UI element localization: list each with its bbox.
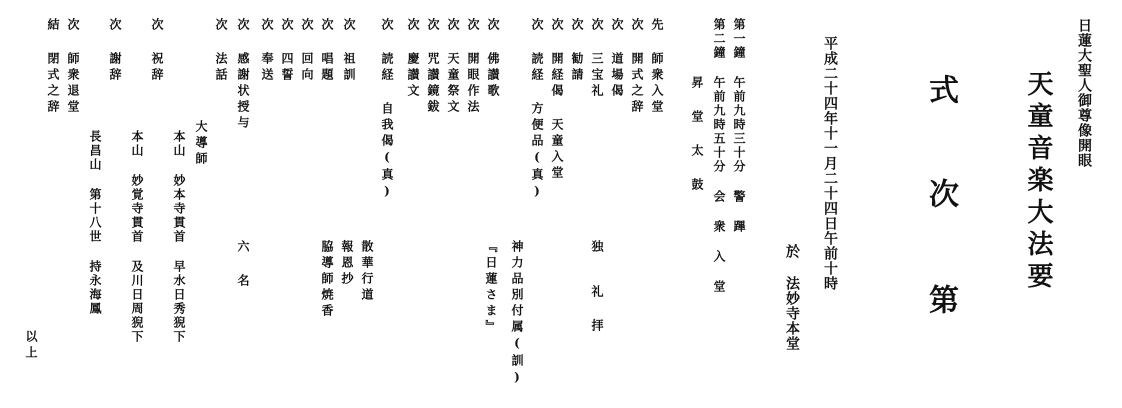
program-item: 次 四誓 bbox=[280, 18, 294, 84]
program-item: 次 開経偈 天童入堂 bbox=[550, 18, 564, 182]
program-item: 次 読経 自我偈(真) bbox=[380, 18, 394, 202]
program-item: 次 読経 方便品(真) bbox=[530, 18, 544, 202]
program-item: 次 勧請 bbox=[570, 18, 584, 84]
program-item: 昇堂太鼓 bbox=[690, 76, 704, 212]
note-rokumei: 六 名 bbox=[236, 240, 250, 290]
program-item: 散華行道 bbox=[360, 240, 374, 304]
program-item: 長昌山 第十八世 持永海鳳 bbox=[88, 130, 102, 316]
program-item: 次 開式之辞 bbox=[630, 18, 644, 116]
program-item: 次 開眼作法 bbox=[466, 18, 480, 116]
program-item: 本山 妙覚寺貫首 及川日周猊下 bbox=[130, 130, 144, 344]
title-char-dai: 第 bbox=[923, 284, 958, 314]
program-item: 次 奉送 bbox=[260, 18, 274, 84]
note-reihai: 礼 拝 bbox=[590, 285, 604, 335]
program-item: 次 法話 bbox=[214, 18, 228, 84]
program-item: 大導師 bbox=[194, 120, 208, 168]
program-item: 次 謝辞 bbox=[108, 18, 122, 84]
program-item: 次 感謝状授与 bbox=[236, 18, 250, 132]
program-item: 報恩抄 bbox=[340, 240, 354, 288]
program-item: 次 祖訓 bbox=[342, 18, 356, 84]
program-item: 先 師衆入堂 bbox=[650, 18, 664, 116]
closing-mark: 以上 bbox=[24, 330, 38, 362]
program-item: 次 道場偈 bbox=[610, 18, 624, 100]
program-item: 神力品別付属(訓) bbox=[510, 240, 524, 388]
program-item: 『日蓮さま』 bbox=[484, 240, 498, 336]
note-doku: 独 bbox=[590, 240, 604, 256]
program-item: 結 閉式之辞 bbox=[46, 18, 60, 116]
program-item: 次 三宝礼 bbox=[590, 18, 604, 100]
program-item: 次 唱題 bbox=[320, 18, 334, 84]
date-line: 平成二十四年十一月二十四日午前十時 bbox=[822, 36, 838, 291]
title-char-shi: 次 bbox=[923, 178, 958, 208]
program-item: 第二鐘 午前九時五十分 会 衆 入 堂 bbox=[712, 18, 726, 294]
program-item: 第一鐘 午前九時三十分 警 蹕 bbox=[732, 18, 746, 234]
program-item: 次 祝辞 bbox=[150, 18, 164, 84]
main-title: 天童音楽大法要 bbox=[1023, 70, 1053, 294]
venue-line: 於 法妙寺本堂 bbox=[784, 244, 800, 351]
program-item: 脇導師焼香 bbox=[320, 240, 334, 320]
subtitle: 日蓮大聖人御尊像開眼 bbox=[1076, 18, 1092, 168]
program-item: 次 佛讃歌 bbox=[486, 18, 500, 100]
title-char-shiki: 式 bbox=[923, 74, 958, 104]
program-item: 次 師衆退堂 bbox=[66, 18, 80, 116]
program-item: 次 天童祭文 bbox=[446, 18, 460, 116]
program-item: 次 咒讃鏡鈸 bbox=[426, 18, 440, 116]
program-item: 次 回向 bbox=[300, 18, 314, 84]
program-item: 本山 妙本寺貫首 早水日秀猊下 bbox=[172, 130, 186, 344]
program-item: 次 慶讃文 bbox=[406, 18, 420, 100]
